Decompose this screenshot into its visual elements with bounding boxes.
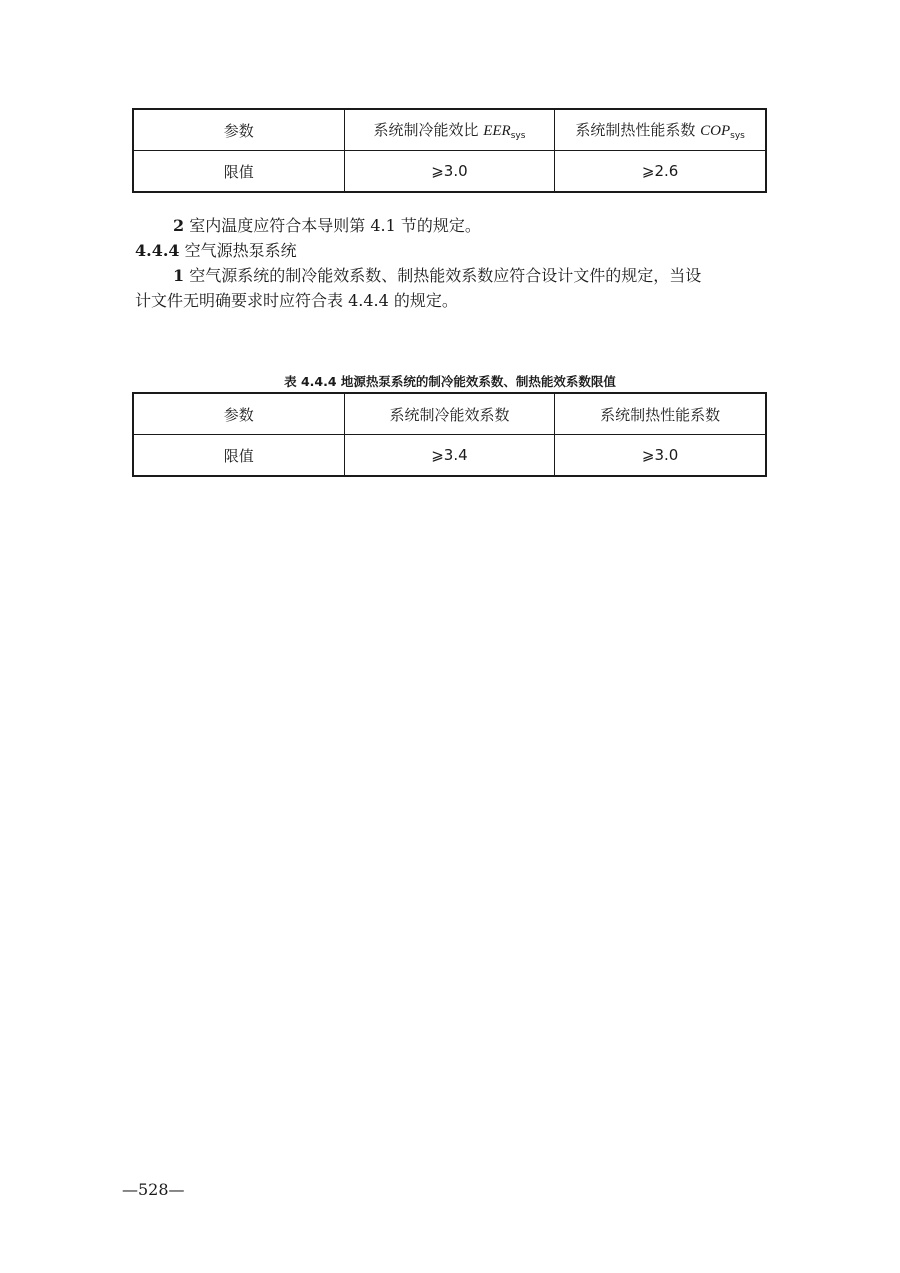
cop-subscript: sys <box>730 131 745 141</box>
heating-limit: ⩾2.6 <box>555 151 766 193</box>
table-header-row <box>133 109 766 151</box>
paragraph-line-2: 计文件无明确要求时应符合表 4.4.4 的规定。 <box>135 291 458 310</box>
paragraph-line-1: 空气源系统的制冷能效系数、制热能效系数应符合设计文件的规定，当设 <box>184 266 702 285</box>
table-row <box>133 151 766 193</box>
paragraph-air-source-cont <box>135 289 458 313</box>
row-label: 限值 <box>133 435 344 477</box>
header-heating: 系统制热性能系数 <box>555 393 766 435</box>
paragraph-text: 室内温度应符合本导则第 4.1 节的规定。 <box>184 216 481 235</box>
section-title: 空气源热泵系统 <box>179 241 297 260</box>
header-heating-text: 系统制热性能系数 <box>575 121 701 139</box>
header-param: 参数 <box>133 109 344 151</box>
paragraph-air-source <box>135 264 701 288</box>
limits-table-1 <box>132 108 767 193</box>
paragraph-number: 2 <box>173 216 185 235</box>
cooling-limit: ⩾3.4 <box>344 435 555 477</box>
header-cooling <box>344 109 555 151</box>
limits-table-2 <box>132 392 767 477</box>
header-cooling-text: 系统制冷能效比 <box>373 121 484 139</box>
heating-limit: ⩾3.0 <box>555 435 766 477</box>
page-number: —528— <box>122 1180 185 1199</box>
table-caption: 表 4.4.4 地源热泵系统的制冷能效系数、制热能效系数限值 <box>284 374 616 389</box>
table-header-row <box>133 393 766 435</box>
paragraph-indoor-temp <box>135 214 481 238</box>
cooling-limit: ⩾3.0 <box>344 151 555 193</box>
paragraph-number: 1 <box>173 266 185 285</box>
table-row <box>133 435 766 477</box>
header-heating <box>555 109 766 151</box>
cop-symbol: COP <box>700 123 731 139</box>
eer-subscript: sys <box>510 131 526 141</box>
section-number: 4.4.4 <box>135 241 180 260</box>
header-cooling: 系统制冷能效系数 <box>344 393 555 435</box>
eer-symbol: EER <box>483 123 511 139</box>
row-label: 限值 <box>133 151 344 193</box>
header-param: 参数 <box>133 393 344 435</box>
section-heading <box>135 239 297 263</box>
